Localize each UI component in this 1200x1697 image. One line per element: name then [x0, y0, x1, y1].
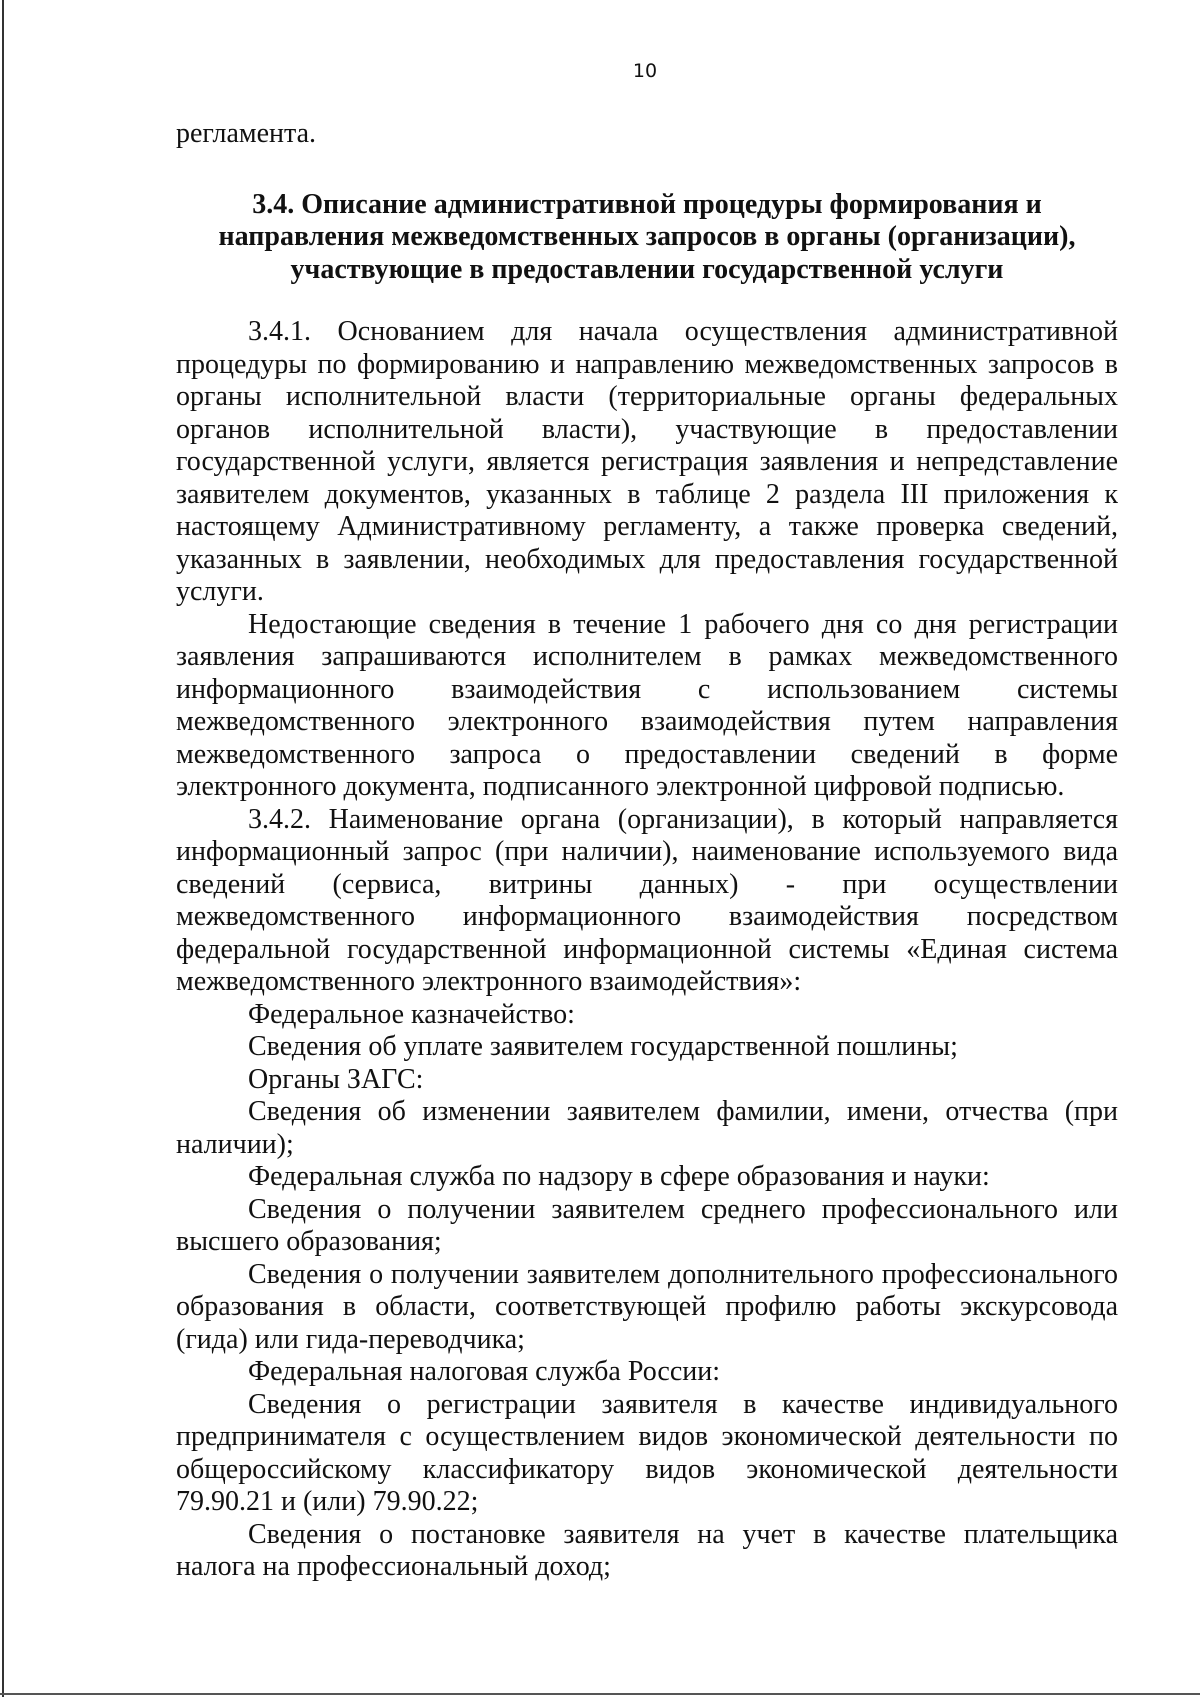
fns-info-1: Сведения о регистрации заявителя в качестве индивидуального предпринимателя с осуществлением видов экономической деятельности по общероссийскому классификатору видов экономической деятельности 79.90.21 и (или) 79.90.22;	[176, 1388, 1118, 1517]
scan-edge-left	[2, 0, 4, 1697]
agency-zags: Органы ЗАГС:	[248, 1063, 424, 1095]
paragraph-3-4-1: 3.4.1. Основанием для начала осуществления административной процедуры по формированию и направлению межведомственных запросов в органы исполнительной власти (территориальные органы федеральных органов исполнительной власти), участвующие в предоставлении государственной услуги, является регистрация заявления и непредставление заявителем документов, указанных в таблице 2 раздела III приложения к настоящему Административному регламенту, а также проверка сведений, указанных в заявлении, необходимых для предоставления государственной услуги.	[176, 316, 1118, 607]
heading-line-2: направления межведомственных запросов в органы (организации),	[218, 221, 1076, 252]
paragraph-3-4-2: 3.4.2. Наименование органа (организации), в который направляется информационный запрос (при наличии), наименование используемого вида сведений (сервиса, витрины данных) - при осуществлении межведомственного информационного взаимодействия посредством федеральной государственной информационной системы «Единая система межведомственного электронного взаимодействия»:	[176, 803, 1118, 997]
agency-treasury: Федеральное казначейство:	[248, 998, 575, 1030]
zags-info: Сведения об изменении заявителем фамилии, имени, отчества (при наличии);	[176, 1096, 1118, 1160]
page-number: 10	[632, 60, 658, 82]
agency-fns: Федеральная налоговая служба России:	[248, 1356, 720, 1387]
paragraph-missing-info: Недостающие сведения в течение 1 рабочего дня со дня регистрации заявления запрашиваются исполнителем в рамках межведомственного информационного взаимодействия с использованием системы межведомственного электронного взаимодействия путем направления межведомственного запроса о предоставлении сведений в форме электронного документа, подписанного электронной цифровой подписью.	[176, 608, 1118, 802]
scan-edge-bottom	[0, 1693, 1200, 1695]
treasury-info: Сведения об уплате заявителем государственной пошлины;	[248, 1031, 958, 1062]
heading-line-3: участвующие в предоставлении государственной услуги	[290, 253, 1004, 285]
continuation-text: регламента.	[176, 118, 317, 149]
obrnadzor-info-2: Сведения о получении заявителем дополнительного профессионального образования в области, соответствующей профилю работы экскурсовода (гида) или гида-переводчика;	[176, 1258, 1118, 1355]
obrnadzor-info-1: Сведения о получении заявителем среднего профессионального или высшего образования;	[176, 1193, 1118, 1257]
section-heading	[176, 189, 1118, 287]
document-body	[176, 118, 1118, 1584]
fns-info-2: Сведения о постановке заявителя на учет в качестве плательщика налога на профессиональный доход;	[176, 1518, 1118, 1582]
agency-obrnadzor: Федеральная служба по надзору в сфере образования и науки:	[248, 1161, 990, 1192]
heading-line-1: 3.4. Описание административной процедуры формирования и	[252, 188, 1042, 220]
